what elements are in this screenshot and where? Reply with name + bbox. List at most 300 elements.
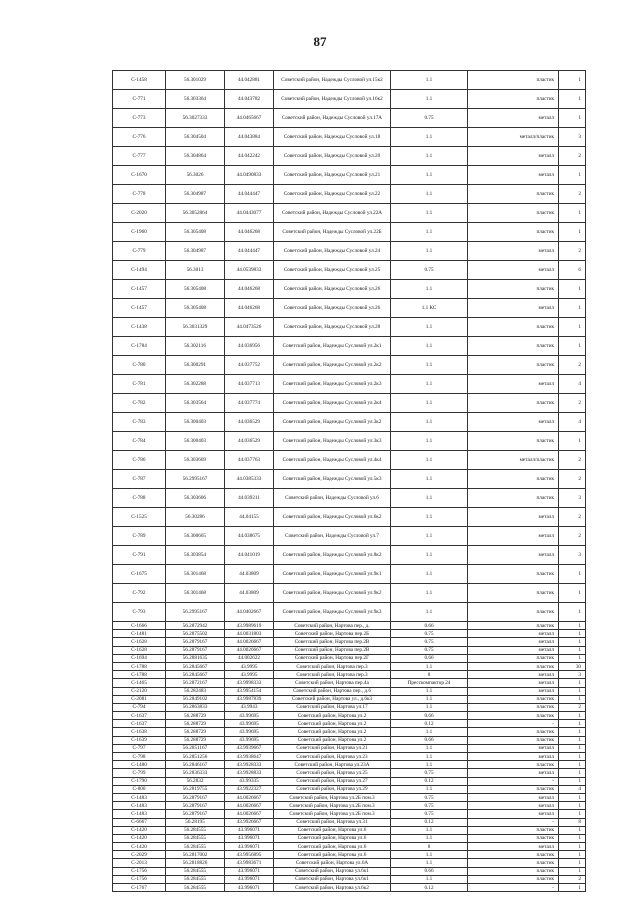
count-cell: 1: [559, 695, 586, 703]
latitude-cell: 56.284555: [166, 826, 225, 834]
material-cell: пластик: [468, 337, 559, 356]
table-row: [113, 166, 586, 185]
table-row: [113, 128, 586, 147]
volume-cell: 1.1: [391, 785, 468, 793]
volume-cell: 1.1: [391, 90, 468, 109]
material-cell: пластик: [468, 695, 559, 703]
count-cell: 2: [559, 185, 586, 204]
latitude-cell: 56.282483: [166, 687, 225, 695]
longitude-cell: 43.9987839: [225, 695, 274, 703]
latitude-cell: 56.3052864: [166, 204, 225, 223]
volume-cell: 1.1: [391, 584, 468, 603]
volume-cell: 1.1: [391, 204, 468, 223]
site-code-cell: C-6667: [113, 818, 166, 826]
longitude-cell: 43.99695: [225, 736, 274, 744]
volume-cell: 0.75: [391, 769, 468, 777]
address-cell: Советский район, Нартова ул.2: [274, 736, 391, 744]
count-cell: 1: [559, 622, 586, 630]
count-cell: 6: [559, 261, 586, 280]
material-cell: пластик: [468, 280, 559, 299]
longitude-cell: 44.0443077: [225, 204, 274, 223]
table-row: [113, 720, 586, 728]
address-cell: Советский район, Надежды Сусловой ул.9к1: [274, 565, 391, 584]
material-cell: пластик: [468, 834, 559, 842]
count-cell: 1: [559, 71, 586, 90]
material-cell: металл: [468, 646, 559, 654]
count-cell: 1: [559, 761, 586, 769]
table-row: [113, 793, 586, 801]
site-code-cell: C-1420: [113, 826, 166, 834]
site-code-cell: C-773: [113, 109, 166, 128]
longitude-cell: 44.0490833: [225, 166, 274, 185]
site-code-cell: C-1438: [113, 318, 166, 337]
site-code-cell: C-1694: [113, 654, 166, 662]
site-code-cell: C-1525: [113, 508, 166, 527]
count-cell: 1: [559, 603, 586, 622]
material-cell: металл: [468, 769, 559, 777]
address-cell: Советский район, Надежды Сусловой ул.6к2: [274, 508, 391, 527]
site-code-cell: C-788: [113, 489, 166, 508]
site-code-cell: C-1767: [113, 884, 166, 892]
table-row: [113, 736, 586, 744]
material-cell: пластик: [468, 71, 559, 90]
material-cell: пластик: [468, 851, 559, 859]
volume-cell: 1.1: [391, 71, 468, 90]
table-row: [113, 546, 586, 565]
latitude-cell: 56.284555: [166, 843, 225, 851]
volume-cell: 0.66: [391, 712, 468, 720]
volume-cell: 0.66: [391, 654, 468, 662]
volume-cell: 1.1: [391, 703, 468, 711]
address-cell: Советский район, Нартова ул.23: [274, 753, 391, 761]
latitude-cell: 56.305408: [166, 223, 225, 242]
material-cell: металл: [468, 687, 559, 695]
volume-cell: 0.75: [391, 802, 468, 810]
material-cell: металл: [468, 508, 559, 527]
material-cell: металл: [468, 375, 559, 394]
latitude-cell: 56.301468: [166, 584, 225, 603]
address-cell: Советский район, Надежды Сусловой ул.2к1: [274, 337, 391, 356]
latitude-cell: 56.2872167: [166, 679, 225, 687]
longitude-cell: 44.041019: [225, 546, 274, 565]
table-row: [113, 851, 586, 859]
longitude-cell: 44.046268: [225, 223, 274, 242]
count-cell: 1: [559, 679, 586, 687]
table-row: [113, 753, 586, 761]
volume-cell: 1.1: [391, 687, 468, 695]
table-row: [113, 884, 586, 892]
site-code-cell: C-776: [113, 128, 166, 147]
site-code-cell: C-1465: [113, 679, 166, 687]
address-cell: Советский район, Нартова ул.2: [274, 712, 391, 720]
latitude-cell: 56.288729: [166, 720, 225, 728]
latitude-cell: 56.303854: [166, 546, 225, 565]
site-code-cell: C-800: [113, 785, 166, 793]
volume-cell: 0.66: [391, 867, 468, 875]
material-cell: металл/пластик: [468, 128, 559, 147]
table-row: [113, 204, 586, 223]
address-cell: Советский район, Нартова пер.2Б: [274, 630, 391, 638]
latitude-cell: 56.300403: [166, 432, 225, 451]
material-cell: металл: [468, 299, 559, 318]
table-row: [113, 712, 586, 720]
site-code-cell: C-1483: [113, 810, 166, 818]
volume-cell: 1.1: [391, 527, 468, 546]
material-cell: пластик: [468, 185, 559, 204]
material-cell: металл: [468, 638, 559, 646]
table-row: [113, 703, 586, 711]
latitude-cell: 56.304987: [166, 185, 225, 204]
table-row: [113, 394, 586, 413]
volume-cell: 0.66: [391, 736, 468, 744]
longitude-cell: 44.0385333: [225, 470, 274, 489]
table-row: [113, 489, 586, 508]
material-cell: -: [468, 818, 559, 826]
latitude-cell: 56.284555: [166, 867, 225, 875]
latitude-cell: 56.2832: [166, 777, 225, 785]
table-row: [113, 695, 586, 703]
table-row: [113, 777, 586, 785]
address-cell: Советский район, Нартова ул.27: [274, 777, 391, 785]
latitude-cell: 56.30286: [166, 508, 225, 527]
latitude-cell: 56.2846167: [166, 761, 225, 769]
material-cell: металл/пластик: [468, 451, 559, 470]
material-cell: пластик: [468, 489, 559, 508]
longitude-cell: 43.9939667: [225, 744, 274, 752]
longitude-cell: 44.0031803: [225, 630, 274, 638]
table-row: [113, 728, 586, 736]
count-cell: 1: [559, 777, 586, 785]
longitude-cell: 43.9926667: [225, 818, 274, 826]
address-cell: Советский район, Нартова пер.3: [274, 662, 391, 670]
site-code-cell: C-798: [113, 753, 166, 761]
latitude-cell: 56.2817002: [166, 851, 225, 859]
longitude-cell: 44.046268: [225, 280, 274, 299]
material-cell: пластик: [468, 761, 559, 769]
longitude-cell: 44.0026667: [225, 638, 274, 646]
table-row: [113, 687, 586, 695]
latitude-cell: 56.2881635: [166, 654, 225, 662]
count-cell: 1: [559, 712, 586, 720]
table-row: [113, 603, 586, 622]
longitude-cell: 43.996071: [225, 875, 274, 883]
table-row: [113, 356, 586, 375]
volume-cell: 1.1: [391, 280, 468, 299]
address-cell: Советский район, Нартова пер.2Г: [274, 654, 391, 662]
longitude-cell: 44.043884: [225, 128, 274, 147]
site-code-cell: C-1420: [113, 834, 166, 842]
count-cell: 1: [559, 843, 586, 851]
volume-cell: 0.75: [391, 638, 468, 646]
material-cell: пластик: [468, 826, 559, 834]
page-number: 87: [313, 34, 327, 49]
address-cell: Советский район, Надежды Сусловой ул.3к3: [274, 432, 391, 451]
material-cell: пластик: [468, 223, 559, 242]
site-code-cell: C-1480: [113, 761, 166, 769]
address-cell: Советский район, Нартова пер., д.: [274, 622, 391, 630]
material-cell: металл: [468, 242, 559, 261]
material-cell: пластик: [468, 204, 559, 223]
longitude-cell: 43.996071: [225, 867, 274, 875]
volume-cell: 1.1: [391, 851, 468, 859]
longitude-cell: 43.9943: [225, 703, 274, 711]
material-cell: пластик: [468, 318, 559, 337]
material-cell: металл: [468, 843, 559, 851]
address-cell: Советский район, Нартова пер.4а: [274, 679, 391, 687]
table-row: [113, 761, 586, 769]
latitude-cell: 56.3013: [166, 261, 225, 280]
site-code-cell: C-771: [113, 90, 166, 109]
table-row: [113, 859, 586, 867]
site-code-cell: C-793: [113, 603, 166, 622]
latitude-cell: 56.2845667: [166, 671, 225, 679]
table-row: [113, 662, 586, 670]
longitude-cell: 43.9989619: [225, 622, 274, 630]
site-code-cell: C-1494: [113, 261, 166, 280]
latitude-cell: 56.2872942: [166, 622, 225, 630]
longitude-cell: 44.037774: [225, 394, 274, 413]
volume-cell: 1.1: [391, 166, 468, 185]
count-cell: 1: [559, 223, 586, 242]
site-code-cell: C-780: [113, 356, 166, 375]
count-cell: 1: [559, 826, 586, 834]
latitude-cell: 56.2836333: [166, 769, 225, 777]
longitude-cell: 44.036529: [225, 413, 274, 432]
volume-cell: 0.12: [391, 720, 468, 728]
latitude-cell: 56.305408: [166, 299, 225, 318]
volume-cell: 8: [391, 843, 468, 851]
site-code-cell: C-1458: [113, 71, 166, 90]
address-cell: Советский район, Надежды Сусловой ул.17А: [274, 109, 391, 128]
site-code-cell: C-1637: [113, 712, 166, 720]
table-row: [113, 261, 586, 280]
volume-cell: 1.1: [391, 834, 468, 842]
volume-cell: 1.1: [391, 356, 468, 375]
material-cell: пластик: [468, 584, 559, 603]
latitude-cell: 56.2851167: [166, 744, 225, 752]
count-cell: 1: [559, 630, 586, 638]
volume-cell: 0.75: [391, 630, 468, 638]
site-code-cell: C-1420: [113, 843, 166, 851]
table-row: [113, 470, 586, 489]
table-row: [113, 147, 586, 166]
material-cell: металл: [468, 810, 559, 818]
longitude-cell: 43.996071: [225, 884, 274, 892]
material-cell: металл: [468, 527, 559, 546]
site-code-cell: C-799: [113, 769, 166, 777]
material-cell: металл: [468, 261, 559, 280]
address-cell: Советский район, Надежды Сусловой ул.26: [274, 299, 391, 318]
latitude-cell: 56.2879167: [166, 646, 225, 654]
table-row: [113, 432, 586, 451]
count-cell: 1: [559, 204, 586, 223]
latitude-cell: 56.301029: [166, 71, 225, 90]
address-cell: Советский район, Надежды Сусловой ул.16к2: [274, 90, 391, 109]
longitude-cell: 43.9983671: [225, 859, 274, 867]
address-cell: Советский район, Нартова ул.2: [274, 728, 391, 736]
site-code-cell: C-786: [113, 451, 166, 470]
table-row: [113, 71, 586, 90]
table-row: [113, 413, 586, 432]
latitude-cell: 56.3031329: [166, 318, 225, 337]
table-row: [113, 622, 586, 630]
volume-cell: 1.1: [391, 761, 468, 769]
latitude-cell: 56.304987: [166, 242, 225, 261]
site-code-cell: C-1666: [113, 622, 166, 630]
container-sites-table: [112, 70, 586, 892]
longitude-cell: 44.002622: [225, 654, 274, 662]
material-cell: пластик: [468, 867, 559, 875]
count-cell: 1: [559, 646, 586, 654]
table-row: [113, 744, 586, 752]
site-code-cell: C-1675: [113, 565, 166, 584]
latitude-cell: 56.3026: [166, 166, 225, 185]
longitude-cell: 43.99335: [225, 777, 274, 785]
address-cell: Советский район, Надежды Сусловой ул.6: [274, 489, 391, 508]
address-cell: Советский район, Надежды Сусловой ул.20: [274, 147, 391, 166]
count-cell: 3: [559, 489, 586, 508]
site-code-cell: C-1790: [113, 777, 166, 785]
material-cell: металл: [468, 147, 559, 166]
table-row: [113, 242, 586, 261]
site-code-cell: C-778: [113, 185, 166, 204]
site-code-cell: C-2013: [113, 859, 166, 867]
volume-cell: 1.1: [391, 337, 468, 356]
volume-cell: 0.66: [391, 622, 468, 630]
count-cell: 4: [559, 785, 586, 793]
table-row: [113, 654, 586, 662]
volume-cell: Пресскомпактор 24: [391, 679, 468, 687]
volume-cell: 0.75: [391, 261, 468, 280]
latitude-cell: 56.2879167: [166, 810, 225, 818]
site-code-cell: C-794: [113, 703, 166, 711]
latitude-cell: 56.2849102: [166, 695, 225, 703]
longitude-cell: 43.9922327: [225, 785, 274, 793]
longitude-cell: 44.03809: [225, 584, 274, 603]
volume-cell: 0.12: [391, 777, 468, 785]
site-code-cell: C-2081: [113, 695, 166, 703]
longitude-cell: 44.0539833: [225, 261, 274, 280]
site-code-cell: C-1457: [113, 280, 166, 299]
count-cell: 1: [559, 834, 586, 842]
site-code-cell: C-1670: [113, 166, 166, 185]
longitude-cell: 44.0473526: [225, 318, 274, 337]
table-row: [113, 785, 586, 793]
material-cell: металл: [468, 753, 559, 761]
address-cell: Советский район, Надежды Сусловой ул.8к2: [274, 546, 391, 565]
count-cell: 2: [559, 508, 586, 527]
address-cell: Советский район, Надежды Сусловой ул.24: [274, 242, 391, 261]
site-code-cell: C-1481: [113, 630, 166, 638]
site-code-cell: C-791: [113, 546, 166, 565]
volume-cell: 1.1: [391, 489, 468, 508]
latitude-cell: 56.2818826: [166, 859, 225, 867]
count-cell: 1: [559, 744, 586, 752]
count-cell: 1: [559, 337, 586, 356]
count-cell: 1: [559, 793, 586, 801]
count-cell: 2: [559, 394, 586, 413]
count-cell: 1: [559, 810, 586, 818]
material-cell: металл: [468, 679, 559, 687]
material-cell: пластик: [468, 875, 559, 883]
longitude-cell: 43.9928833: [225, 769, 274, 777]
latitude-cell: 56.2851256: [166, 753, 225, 761]
site-code-cell: C-782: [113, 394, 166, 413]
longitude-cell: 44.042242: [225, 147, 274, 166]
table-row: [113, 337, 586, 356]
address-cell: Советский район, Надежды Сусловой ул.4к4: [274, 451, 391, 470]
address-cell: Советский район, Нартова ул.29: [274, 785, 391, 793]
longitude-cell: 43.9938647: [225, 753, 274, 761]
longitude-cell: 44.036529: [225, 432, 274, 451]
count-cell: 1: [559, 769, 586, 777]
count-cell: 2: [559, 875, 586, 883]
volume-cell: 0.75: [391, 793, 468, 801]
count-cell: 2: [559, 451, 586, 470]
table-row: [113, 818, 586, 826]
material-cell: пластик: [468, 603, 559, 622]
address-cell: Советский район, Надежды Сусловой ул.9к3: [274, 603, 391, 622]
address-cell: Советский район, Надежды Сусловой ул.9к2: [274, 584, 391, 603]
site-code-cell: C-787: [113, 470, 166, 489]
material-cell: металл: [468, 109, 559, 128]
address-cell: Советский район, Надежды Сусловой ул.15к2: [274, 71, 391, 90]
volume-cell: 1.1 КС: [391, 299, 468, 318]
count-cell: 1: [559, 280, 586, 299]
address-cell: Советский район, Надежды Сусловой ул.2к3: [274, 375, 391, 394]
table-row: [113, 671, 586, 679]
material-cell: металл: [468, 166, 559, 185]
material-cell: пластик: [468, 470, 559, 489]
volume-cell: 1.1: [391, 394, 468, 413]
count-cell: 1: [559, 318, 586, 337]
longitude-cell: 44.044447: [225, 242, 274, 261]
address-cell: Советский район, Надежды Сусловой ул.25: [274, 261, 391, 280]
latitude-cell: 56.288729: [166, 736, 225, 744]
table-row: [113, 826, 586, 834]
latitude-cell: 56.284555: [166, 875, 225, 883]
site-code-cell: C-789: [113, 527, 166, 546]
count-cell: 1: [559, 584, 586, 603]
volume-cell: 1.1: [391, 508, 468, 527]
address-cell: Советский район, Нартова пер.2В: [274, 646, 391, 654]
latitude-cell: 56.2879167: [166, 802, 225, 810]
longitude-cell: 43.996071: [225, 834, 274, 842]
site-code-cell: C-1639: [113, 736, 166, 744]
volume-cell: 1.1: [391, 875, 468, 883]
volume-cell: 1.1: [391, 185, 468, 204]
address-cell: Советский район, Нартова ул.31: [274, 818, 391, 826]
site-code-cell: C-779: [113, 242, 166, 261]
volume-cell: 1.1: [391, 242, 468, 261]
longitude-cell: 44.0465667: [225, 109, 274, 128]
site-code-cell: C-792: [113, 584, 166, 603]
latitude-cell: 56.3027333: [166, 109, 225, 128]
table-row: [113, 834, 586, 842]
address-cell: Советский район, Нартова ул.6: [274, 851, 391, 859]
address-cell: Советский район, Надежды Сусловой ул.2к2: [274, 356, 391, 375]
address-cell: Советский район, Нартова ул.23А: [274, 761, 391, 769]
longitude-cell: 44.042881: [225, 71, 274, 90]
longitude-cell: 43.996071: [225, 826, 274, 834]
material-cell: пластик: [468, 728, 559, 736]
material-cell: пластик: [468, 712, 559, 720]
material-cell: металл: [468, 793, 559, 801]
volume-cell: 1.1: [391, 695, 468, 703]
count-cell: 1: [559, 851, 586, 859]
volume-cell: 0.75: [391, 810, 468, 818]
longitude-cell: 43.99695: [225, 728, 274, 736]
